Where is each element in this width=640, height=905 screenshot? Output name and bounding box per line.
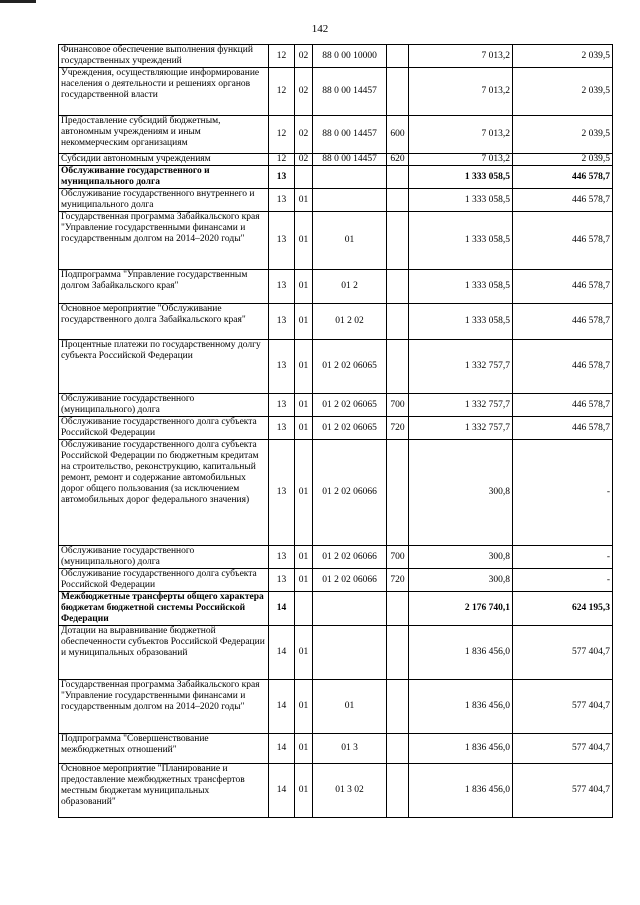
- amount-plan: 7 013,2: [409, 116, 513, 154]
- amount-plan: 1 333 058,5: [409, 166, 513, 189]
- subsection-code: 01: [295, 680, 313, 734]
- table-row: [59, 68, 613, 116]
- section-code: 13: [269, 569, 295, 592]
- table-row: [59, 417, 613, 440]
- amount-plan: 1 836 456,0: [409, 734, 513, 764]
- subsection-code: [295, 166, 313, 189]
- row-name: Предоставление субсидий бюджетным, автономным учреждениям и иным некоммерческим организациям: [59, 116, 269, 154]
- budget-table-body: [59, 45, 613, 818]
- target-article-code: 01 2 02 06066: [313, 440, 387, 546]
- row-name: Государственная программа Забайкальского края "Управление государственными финансами и государственным долгом на 2014–2020 годы": [59, 212, 269, 270]
- amount-executed: 2 039,5: [513, 116, 613, 154]
- amount-plan: 2 176 740,1: [409, 592, 513, 626]
- subsection-code: 01: [295, 189, 313, 212]
- budget-table: [58, 44, 613, 818]
- subsection-code: 02: [295, 68, 313, 116]
- row-name: Обслуживание государственного и муниципального долга: [59, 166, 269, 189]
- target-article-code: [313, 189, 387, 212]
- table-row: [59, 440, 613, 546]
- table-row: [59, 734, 613, 764]
- expense-type-code: [387, 189, 409, 212]
- expense-type-code: [387, 212, 409, 270]
- row-name: Процентные платежи по государственному долгу субъекта Российской Федерации: [59, 340, 269, 394]
- section-code: 12: [269, 154, 295, 166]
- page-number: 142: [311, 23, 329, 35]
- row-name: Обслуживание государственного долга субъекта Российской Федерации по бюджетным кредитам на строительство, реконструкцию, капитальный ремонт, ремонт и содержание автомобильных дорог общего пользования (за исключением автомобильных дорог федерального значения): [59, 440, 269, 546]
- amount-plan: 1 332 757,7: [409, 340, 513, 394]
- section-code: 13: [269, 166, 295, 189]
- expense-type-code: [387, 45, 409, 68]
- target-article-code: 88 0 00 14457: [313, 116, 387, 154]
- row-name: Межбюджетные трансферты общего характера бюджетам бюджетной системы Российской Федерации: [59, 592, 269, 626]
- amount-plan: 300,8: [409, 440, 513, 546]
- target-article-code: 01 2 02 06065: [313, 340, 387, 394]
- row-name: Подпрограмма "Управление государственным долгом Забайкальского края": [59, 270, 269, 304]
- expense-type-code: [387, 734, 409, 764]
- section-code: 12: [269, 45, 295, 68]
- amount-executed: 446 578,7: [513, 212, 613, 270]
- amount-plan: 300,8: [409, 546, 513, 569]
- expense-type-code: 720: [387, 569, 409, 592]
- amount-plan: 1 333 058,5: [409, 304, 513, 340]
- amount-executed: 2 039,5: [513, 45, 613, 68]
- subsection-code: 01: [295, 626, 313, 680]
- table-row: [59, 270, 613, 304]
- table-row: [59, 394, 613, 417]
- section-code: 14: [269, 626, 295, 680]
- section-code: 13: [269, 340, 295, 394]
- amount-plan: 1 836 456,0: [409, 680, 513, 734]
- section-code: 13: [269, 440, 295, 546]
- target-article-code: [313, 166, 387, 189]
- table-row: [59, 546, 613, 569]
- row-name: Дотации на выравнивание бюджетной обеспеченности субъектов Российской Федерации и муниципальных образований: [59, 626, 269, 680]
- row-name: Финансовое обеспечение выполнения функций государственных учреждений: [59, 45, 269, 68]
- subsection-code: 01: [295, 340, 313, 394]
- expense-type-code: 700: [387, 394, 409, 417]
- subsection-code: 01: [295, 212, 313, 270]
- table-row: [59, 154, 613, 166]
- target-article-code: 01: [313, 680, 387, 734]
- amount-executed: 446 578,7: [513, 270, 613, 304]
- target-article-code: 01 2 02 06065: [313, 417, 387, 440]
- section-code: 14: [269, 592, 295, 626]
- row-name: Учреждения, осуществляющие информирование населения о деятельности и решениях органов государственной власти: [59, 68, 269, 116]
- amount-plan: 1 333 058,5: [409, 212, 513, 270]
- subsection-code: 01: [295, 546, 313, 569]
- amount-plan: 300,8: [409, 569, 513, 592]
- target-article-code: 01: [313, 212, 387, 270]
- amount-plan: 1 836 456,0: [409, 626, 513, 680]
- table-row: [59, 45, 613, 68]
- subsection-code: 01: [295, 417, 313, 440]
- table-row: [59, 304, 613, 340]
- target-article-code: 01 2 02 06065: [313, 394, 387, 417]
- subsection-code: 02: [295, 45, 313, 68]
- amount-executed: 446 578,7: [513, 189, 613, 212]
- amount-executed: 577 404,7: [513, 734, 613, 764]
- amount-executed: -: [513, 546, 613, 569]
- subsection-code: 01: [295, 764, 313, 818]
- amount-plan: 7 013,2: [409, 154, 513, 166]
- section-code: 13: [269, 546, 295, 569]
- section-code: 13: [269, 304, 295, 340]
- row-name: Субсидии автономным учреждениям: [59, 154, 269, 166]
- subsection-code: 01: [295, 569, 313, 592]
- amount-executed: 446 578,7: [513, 304, 613, 340]
- section-code: 13: [269, 394, 295, 417]
- table-row: [59, 680, 613, 734]
- section-code: 12: [269, 68, 295, 116]
- amount-executed: 577 404,7: [513, 764, 613, 818]
- amount-executed: 2 039,5: [513, 154, 613, 166]
- amount-executed: -: [513, 440, 613, 546]
- subsection-code: 01: [295, 304, 313, 340]
- section-code: 13: [269, 189, 295, 212]
- subsection-code: 02: [295, 154, 313, 166]
- subsection-code: 02: [295, 116, 313, 154]
- amount-executed: 624 195,3: [513, 592, 613, 626]
- section-code: 14: [269, 734, 295, 764]
- target-article-code: 01 2 02: [313, 304, 387, 340]
- expense-type-code: 600: [387, 116, 409, 154]
- amount-executed: -: [513, 569, 613, 592]
- section-code: 14: [269, 680, 295, 734]
- amount-plan: 1 332 757,7: [409, 417, 513, 440]
- amount-executed: 446 578,7: [513, 340, 613, 394]
- target-article-code: 01 3: [313, 734, 387, 764]
- table-row: [59, 592, 613, 626]
- amount-executed: 577 404,7: [513, 626, 613, 680]
- row-name: Обслуживание государственного (муниципального) долга: [59, 394, 269, 417]
- target-article-code: 01 3 02: [313, 764, 387, 818]
- amount-executed: 446 578,7: [513, 417, 613, 440]
- subsection-code: 01: [295, 440, 313, 546]
- target-article-code: 01 2 02 06066: [313, 569, 387, 592]
- amount-plan: 1 333 058,5: [409, 189, 513, 212]
- section-code: 13: [269, 270, 295, 304]
- row-name: Обслуживание государственного долга субъекта Российской Федерации: [59, 569, 269, 592]
- expense-type-code: 720: [387, 417, 409, 440]
- corner-scan-mark: [0, 0, 36, 3]
- target-article-code: 01 2: [313, 270, 387, 304]
- expense-type-code: [387, 592, 409, 626]
- table-row: [59, 626, 613, 680]
- section-code: 14: [269, 764, 295, 818]
- expense-type-code: [387, 680, 409, 734]
- row-name: Обслуживание государственного долга субъекта Российской Федерации: [59, 417, 269, 440]
- target-article-code: 01 2 02 06066: [313, 546, 387, 569]
- expense-type-code: [387, 340, 409, 394]
- expense-type-code: [387, 440, 409, 546]
- table-row: [59, 212, 613, 270]
- amount-executed: 2 039,5: [513, 68, 613, 116]
- amount-executed: 446 578,7: [513, 394, 613, 417]
- subsection-code: 01: [295, 270, 313, 304]
- amount-plan: 1 836 456,0: [409, 764, 513, 818]
- target-article-code: 88 0 00 10000: [313, 45, 387, 68]
- expense-type-code: [387, 304, 409, 340]
- table-row: [59, 340, 613, 394]
- row-name: Обслуживание государственного (муниципального) долга: [59, 546, 269, 569]
- expense-type-code: 700: [387, 546, 409, 569]
- amount-executed: 577 404,7: [513, 680, 613, 734]
- section-code: 12: [269, 116, 295, 154]
- row-name: Государственная программа Забайкальского края "Управление государственными финансами и государственным долгом на 2014–2020 годы": [59, 680, 269, 734]
- row-name: Основное мероприятие "Планирование и предоставление межбюджетных трансфертов местным бюджетам муниципальных образований": [59, 764, 269, 818]
- expense-type-code: [387, 270, 409, 304]
- table-row: [59, 116, 613, 154]
- row-name: Обслуживание государственного внутреннего и муниципального долга: [59, 189, 269, 212]
- expense-type-code: [387, 764, 409, 818]
- expense-type-code: [387, 68, 409, 116]
- expense-type-code: [387, 166, 409, 189]
- subsection-code: [295, 592, 313, 626]
- table-row: [59, 764, 613, 818]
- section-code: 13: [269, 212, 295, 270]
- amount-plan: 1 333 058,5: [409, 270, 513, 304]
- subsection-code: 01: [295, 734, 313, 764]
- target-article-code: [313, 626, 387, 680]
- target-article-code: 88 0 00 14457: [313, 154, 387, 166]
- target-article-code: 88 0 00 14457: [313, 68, 387, 116]
- target-article-code: [313, 592, 387, 626]
- row-name: Основное мероприятие "Обслуживание государственного долга Забайкальского края": [59, 304, 269, 340]
- amount-plan: 1 332 757,7: [409, 394, 513, 417]
- row-name: Подпрограмма "Совершенствование межбюджетных отношений": [59, 734, 269, 764]
- amount-plan: 7 013,2: [409, 45, 513, 68]
- amount-executed: 446 578,7: [513, 166, 613, 189]
- table-row: [59, 569, 613, 592]
- subsection-code: 01: [295, 394, 313, 417]
- expense-type-code: 620: [387, 154, 409, 166]
- section-code: 13: [269, 417, 295, 440]
- expense-type-code: [387, 626, 409, 680]
- table-row: [59, 189, 613, 212]
- amount-plan: 7 013,2: [409, 68, 513, 116]
- table-row: [59, 166, 613, 189]
